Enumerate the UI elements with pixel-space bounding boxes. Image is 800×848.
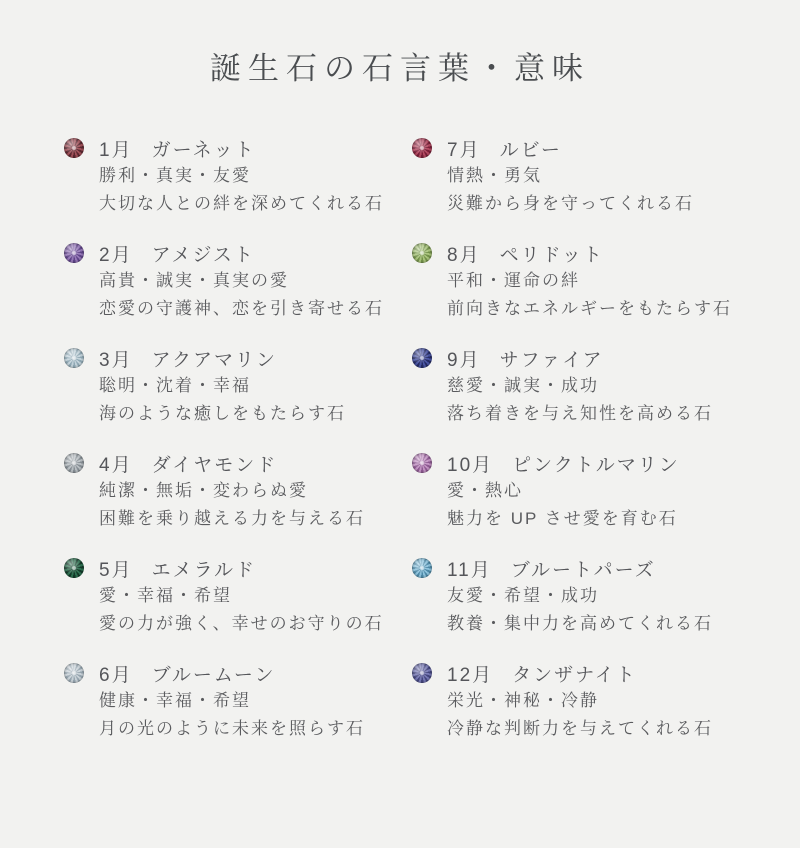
month-heading (64, 239, 412, 267)
stone-meanings: 情熱・勇気 (447, 166, 542, 185)
month-label: 9月 (447, 349, 481, 371)
month-label: 1月 (99, 139, 133, 161)
month-label: 3月 (99, 349, 133, 371)
peridot-gem-icon (412, 243, 432, 263)
stone-meanings: 純潔・無垢・変わらぬ愛 (99, 481, 308, 500)
stone-meanings: 聡明・沈着・幸福 (99, 376, 251, 395)
stone-meanings: 愛・幸福・希望 (99, 586, 232, 605)
stone-name: サファイア (499, 349, 604, 371)
stone-description: 魅力を UP させ愛を育む石 (447, 509, 678, 528)
birthstone-info-card (0, 48, 800, 764)
month-label: 5月 (99, 559, 133, 581)
stone-description: 困難を乗り越える力を与える石 (99, 509, 365, 528)
month-heading (412, 449, 760, 477)
month-entry-june (64, 659, 412, 743)
month-label: 4月 (99, 454, 133, 476)
stone-description: 海のような癒しをもたらす石 (99, 404, 346, 423)
month-entry-september (412, 344, 760, 428)
month-label: 2月 (99, 244, 133, 266)
stone-name: ペリドット (499, 244, 604, 266)
month-entry-july (412, 134, 760, 218)
month-heading (64, 449, 412, 477)
stone-name: アメジスト (151, 244, 255, 266)
stone-meanings: 勝利・真実・友愛 (99, 166, 251, 185)
column-right (412, 134, 760, 764)
month-entry-december (412, 659, 760, 743)
column-left (64, 134, 412, 764)
stone-meanings: 高貴・誠実・真実の愛 (99, 271, 289, 290)
stone-description: 教養・集中力を高めてくれる石 (447, 614, 713, 633)
month-heading (64, 344, 412, 372)
month-entry-april (64, 449, 412, 533)
diamond-gem-icon (64, 453, 84, 473)
emerald-gem-icon (64, 558, 84, 578)
stone-description: 月の光のように未来を照らす石 (99, 719, 365, 738)
month-entry-january (64, 134, 412, 218)
month-label: 10月 (447, 454, 494, 476)
month-heading (64, 134, 412, 162)
stone-description: 大切な人との絆を深めてくれる石 (99, 194, 384, 213)
ruby-gem-icon (412, 138, 432, 158)
stone-meanings: 愛・熱心 (447, 481, 523, 500)
garnet-gem-icon (64, 138, 84, 158)
month-heading (412, 239, 760, 267)
month-label: 7月 (447, 139, 481, 161)
stone-meanings: 平和・運命の絆 (447, 271, 580, 290)
stone-meanings: 友愛・希望・成功 (447, 586, 599, 605)
month-label: 8月 (447, 244, 481, 266)
month-heading (412, 344, 760, 372)
stone-meanings: 健康・幸福・希望 (99, 691, 251, 710)
stone-description: 愛の力が強く、幸せのお守りの石 (99, 614, 384, 633)
stone-name: タンザナイト (512, 664, 637, 686)
month-heading (412, 554, 760, 582)
amethyst-gem-icon (64, 243, 84, 263)
sapphire-gem-icon (412, 348, 432, 368)
month-heading (412, 134, 760, 162)
month-heading (64, 554, 412, 582)
two-column-layout (64, 134, 800, 764)
stone-description: 災難から身を守ってくれる石 (447, 194, 694, 213)
stone-name: ダイヤモンド (151, 454, 278, 476)
stone-meanings: 栄光・神秘・冷静 (447, 691, 599, 710)
stone-name: ガーネット (151, 139, 256, 161)
stone-description: 恋愛の守護神、恋を引き寄せる石 (99, 299, 384, 318)
month-entry-october (412, 449, 760, 533)
aquamarine-gem-icon (64, 348, 84, 368)
stone-name: エメラルド (151, 559, 257, 581)
stone-description: 前向きなエネルギーをもたらす石 (447, 299, 732, 318)
stone-name: ピンクトルマリン (512, 454, 680, 476)
stone-name: ルビー (499, 139, 562, 161)
month-heading (64, 659, 412, 687)
tanzanite-gem-icon (412, 663, 432, 683)
month-label: 11月 (447, 559, 492, 581)
month-entry-may (64, 554, 412, 638)
month-label: 12月 (447, 664, 494, 686)
stone-name: アクアマリン (151, 349, 278, 371)
month-entry-august (412, 239, 760, 323)
stone-description: 落ち着きを与え知性を高める石 (447, 404, 713, 423)
blue-moon-gem-icon (64, 663, 84, 683)
month-entry-february (64, 239, 412, 323)
page-title: 誕生石の石言葉・意味 (210, 51, 590, 86)
stone-name: ブルームーン (151, 664, 276, 686)
month-entry-november (412, 554, 760, 638)
stone-name: ブルートパーズ (510, 559, 656, 581)
stone-meanings: 慈愛・誠実・成功 (447, 376, 599, 395)
stone-description: 冷静な判断力を与えてくれる石 (447, 719, 713, 738)
month-heading (412, 659, 760, 687)
month-label: 6月 (99, 664, 133, 686)
blue-topaz-gem-icon (412, 558, 432, 578)
month-entry-march (64, 344, 412, 428)
pink-tourmaline-gem-icon (412, 453, 432, 473)
